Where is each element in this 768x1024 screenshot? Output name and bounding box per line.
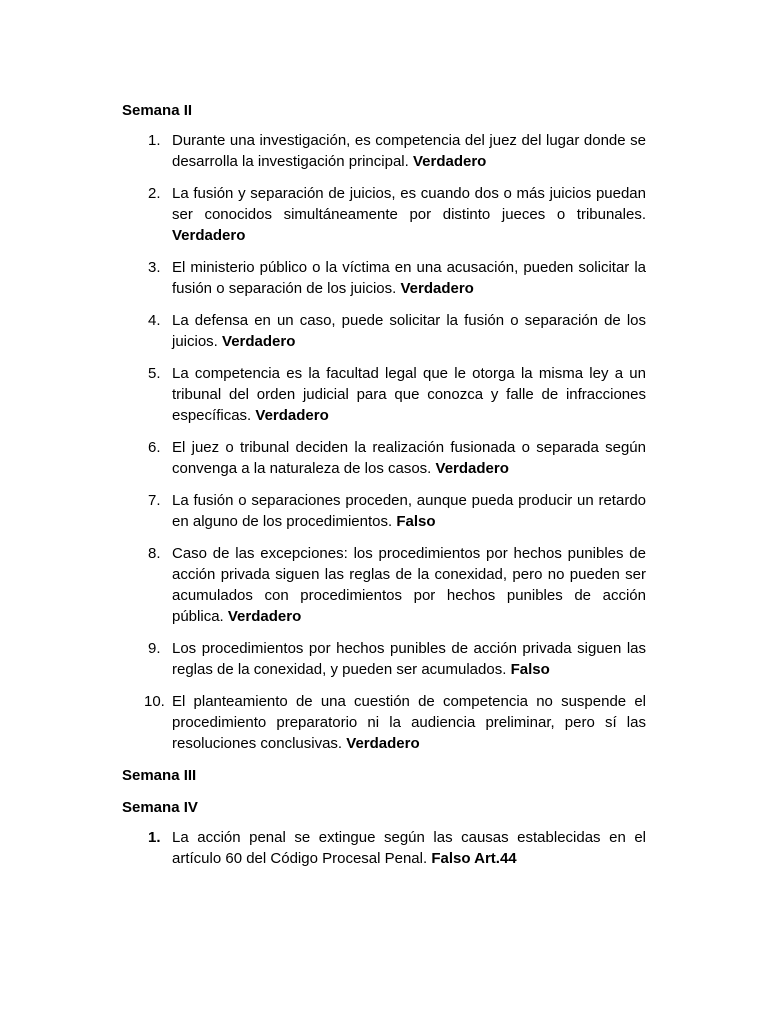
item-text: El ministerio público o la víctima en una acusación, pueden solicitar la fusión o separación de los juicios. <box>172 259 646 297</box>
item-text: Durante una investigación, es competencia del juez del lugar donde se desarrolla la investigación principal. <box>172 132 646 170</box>
item-number: 2. <box>148 185 161 202</box>
item-number: 8. <box>148 545 161 562</box>
item-number: 5. <box>148 365 161 382</box>
item-answer: Verdadero <box>412 153 487 170</box>
list-item <box>122 130 646 172</box>
list-item <box>122 691 646 754</box>
list-item <box>122 543 646 627</box>
question-list-semana-ii <box>122 130 646 754</box>
question-list-semana-iv <box>122 827 646 869</box>
item-text: La acción penal se extingue según las causas establecidas en el artículo 60 del Código Procesal Penal. <box>172 829 646 867</box>
section-heading-semana-ii: Semana II <box>122 102 193 119</box>
item-answer: Falso <box>510 661 550 678</box>
section-heading-semana-iv: Semana IV <box>122 799 198 816</box>
list-item <box>122 310 646 352</box>
item-text: El planteamiento de una cuestión de competencia no suspende el procedimiento preparatorio ni la audiencia preliminar, pero sí las resoluciones conclusivas. <box>172 693 646 752</box>
item-text: Los procedimientos por hechos punibles de acción privada siguen las reglas de la conexidad, y pueden ser acumulados. <box>172 640 646 678</box>
item-answer: Verdadero <box>227 608 302 625</box>
item-number: 1. <box>148 829 161 846</box>
item-answer: Verdadero <box>400 280 474 297</box>
list-item <box>122 437 646 479</box>
list-item <box>122 827 646 869</box>
item-text: La defensa en un caso, puede solicitar la fusión o separación de los juicios. <box>172 312 646 350</box>
document-page <box>122 100 646 880</box>
list-item <box>122 638 646 680</box>
list-item <box>122 183 646 246</box>
list-item <box>122 257 646 299</box>
list-item <box>122 490 646 532</box>
section-heading-semana-iii: Semana III <box>122 767 197 784</box>
item-answer: Falso <box>396 513 436 530</box>
item-text: La competencia es la facultad legal que le otorga la misma ley a un tribunal del orden judicial para que conozca y falle de infracciones específicas. <box>172 365 646 424</box>
item-text: La fusión y separación de juicios, es cuando dos o más juicios puedan ser conocidos simultáneamente por distinto jueces o tribunales. <box>172 185 646 223</box>
item-answer: Verdadero <box>435 460 509 477</box>
item-number: 3. <box>148 259 161 276</box>
item-text: La fusión o separaciones proceden, aunque pueda producir un retardo en alguno de los procedimientos. <box>172 492 646 530</box>
item-text: El juez o tribunal deciden la realización fusionada o separada según convenga a la naturaleza de los casos. <box>172 439 646 477</box>
item-answer: Verdadero <box>255 407 329 424</box>
item-number: 1. <box>148 132 161 149</box>
item-answer: Verdadero <box>222 333 296 350</box>
item-answer: Falso Art.44 <box>431 850 517 867</box>
item-number: 4. <box>148 312 161 329</box>
item-answer: Verdadero <box>346 735 420 752</box>
item-text: Caso de las excepciones: los procedimientos por hechos punibles de acción privada siguen las reglas de la conexidad, pero no pueden ser acumulados con procedimientos por hechos punibles de acción pública. <box>172 545 646 625</box>
item-number: 6. <box>148 439 161 456</box>
item-number: 10. <box>144 693 165 710</box>
item-number: 7. <box>148 492 161 509</box>
item-number: 9. <box>148 640 161 657</box>
item-answer: Verdadero <box>172 227 246 244</box>
list-item <box>122 363 646 426</box>
